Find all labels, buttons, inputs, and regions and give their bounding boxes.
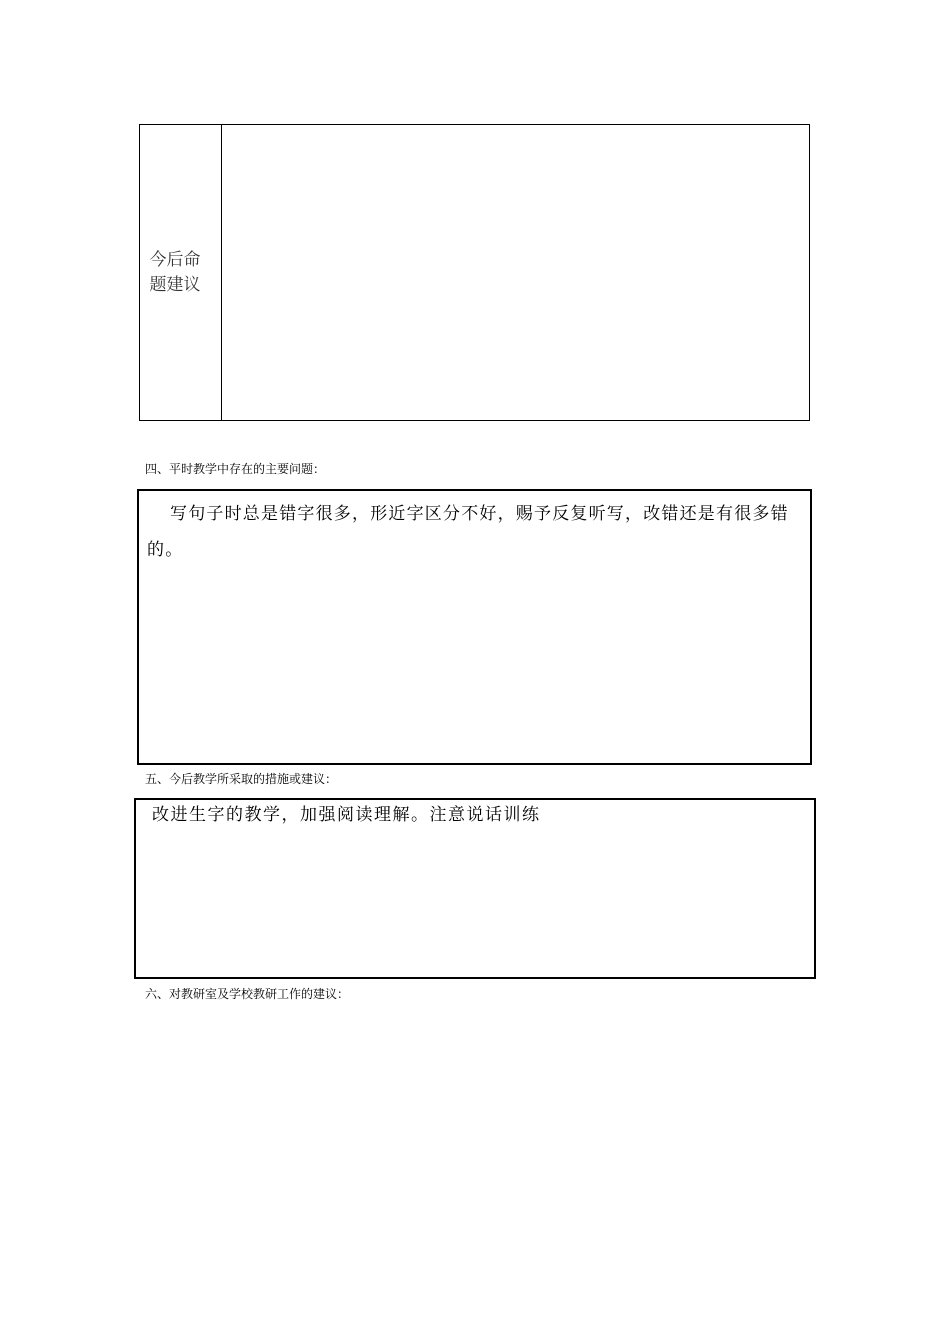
section-6-heading: 六、对教研室及学校教研工作的建议：: [145, 987, 350, 1001]
table-label-text: 今后命题建议: [149, 249, 201, 295]
section-4-answer-text: 写句子时总是错字很多，形近字区分不好，赐予反复听写，改错还是有很多错的。: [147, 504, 789, 560]
section-4-answer-box: [137, 489, 812, 765]
section-5-answer-box: [134, 798, 816, 979]
table-label-cell: [140, 125, 222, 420]
proposition-suggestion-table: [139, 124, 810, 421]
section-5-heading: 五、今后教学所采取的措施或建议：: [145, 772, 338, 786]
table-content-cell: [222, 125, 809, 420]
section-4-heading: 四、平时教学中存在的主要问题：: [145, 462, 326, 476]
section-5-answer-text: 改进生字的教学，加强阅读理解。注意说话训练: [152, 805, 541, 825]
